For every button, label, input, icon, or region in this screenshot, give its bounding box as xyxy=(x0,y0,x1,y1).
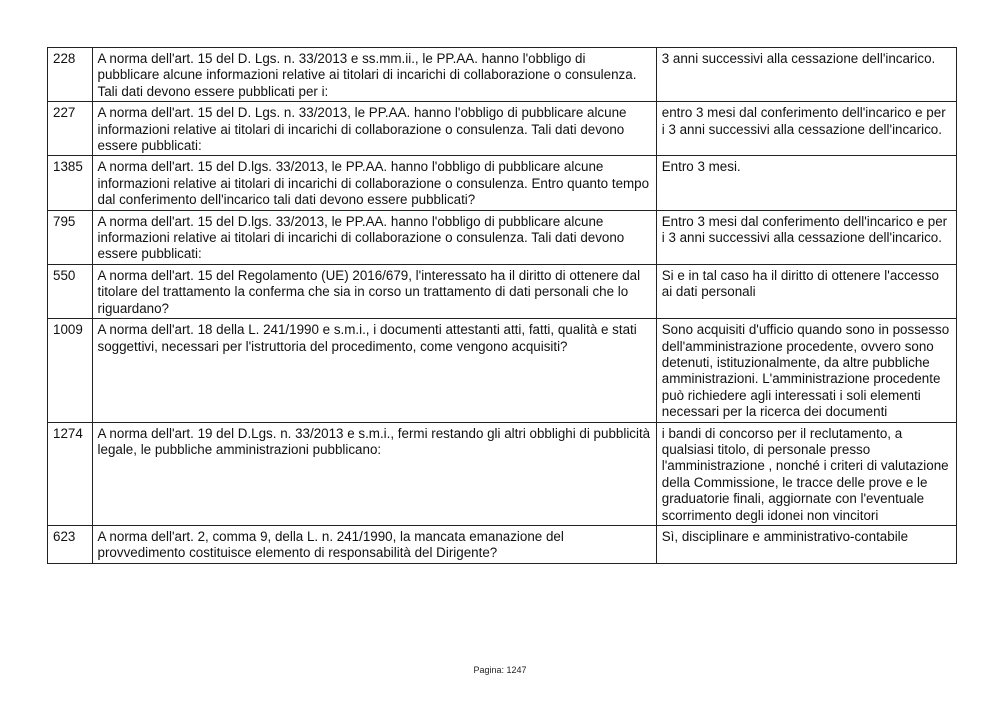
table-row xyxy=(48,48,957,102)
question-id: 1274 xyxy=(48,422,93,525)
question-id: 228 xyxy=(48,48,93,102)
answer-text: Entro 3 mesi. xyxy=(656,156,956,210)
question-text: A norma dell'art. 15 del D. Lgs. n. 33/2013 e ss.mm.ii., le PP.AA. hanno l'obbligo di pubblicare alcune informazioni relative ai titolari di incarichi di collaborazione o consulenza. Tali dati devono essere pubblicati per i: xyxy=(92,48,656,102)
table-row xyxy=(48,102,957,156)
question-text: A norma dell'art. 18 della L. 241/1990 e s.m.i., i documenti attestanti atti, fatti, qualità e stati soggettivi, necessari per l'istruttoria del procedimento, come vengono acquisiti? xyxy=(92,319,656,422)
question-id: 795 xyxy=(48,210,93,264)
questions-table xyxy=(47,47,957,564)
answer-text: i bandi di concorso per il reclutamento, a qualsiasi titolo, di personale presso l'amministrazione , nonché i criteri di valutazione della Commissione, le tracce delle prove e le graduatorie finali, aggiornate con l'eventuale scorrimento degli idonei non vincitori xyxy=(656,422,956,525)
question-text: A norma dell'art. 19 del D.Lgs. n. 33/2013 e s.m.i., fermi restando gli altri obblighi di pubblicità legale, le pubbliche amministrazioni pubblicano: xyxy=(92,422,656,525)
answer-text: Si e in tal caso ha il diritto di ottenere l'accesso ai dati personali xyxy=(656,264,956,318)
table-row xyxy=(48,156,957,210)
question-id: 227 xyxy=(48,102,93,156)
question-id: 623 xyxy=(48,525,93,563)
answer-text: 3 anni successivi alla cessazione dell'incarico. xyxy=(656,48,956,102)
table-row xyxy=(48,525,957,563)
table-row xyxy=(48,319,957,422)
table-row xyxy=(48,422,957,525)
table-row xyxy=(48,264,957,318)
answer-text: Entro 3 mesi dal conferimento dell'incarico e per i 3 anni successivi alla cessazione dell'incarico. xyxy=(656,210,956,264)
answer-text: Sono acquisiti d'ufficio quando sono in possesso dell'amministrazione procedente, ovvero sono detenuti, istituzionalmente, da altre pubbliche amministrazioni. L'amministrazione procedente può richiedere agli interessati i soli elementi necessari per la ricerca dei documenti xyxy=(656,319,956,422)
question-id: 1385 xyxy=(48,156,93,210)
page-number: Pagina: 1247 xyxy=(473,665,527,675)
answer-text: Sì, disciplinare e amministrativo-contabile xyxy=(656,525,956,563)
question-text: A norma dell'art. 15 del D. Lgs. n. 33/2013, le PP.AA. hanno l'obbligo di pubblicare alcune informazioni relative ai titolari di incarichi di collaborazione o consulenza. Tali dati devono essere pubblicati: xyxy=(92,102,656,156)
question-text: A norma dell'art. 15 del D.lgs. 33/2013, le PP.AA. hanno l'obbligo di pubblicare alcune informazioni relative ai titolari di incarichi di collaborazione o consulenza. Tali dati devono essere pubblicati: xyxy=(92,210,656,264)
question-id: 550 xyxy=(48,264,93,318)
question-text: A norma dell'art. 15 del Regolamento (UE) 2016/679, l'interessato ha il diritto di ottenere dal titolare del trattamento la conferma che sia in corso un trattamento di dati personali che lo riguardano? xyxy=(92,264,656,318)
question-text: A norma dell'art. 15 del D.lgs. 33/2013, le PP.AA. hanno l'obbligo di pubblicare alcune informazioni relative ai titolari di incarichi di collaborazione o consulenza. Entro quanto tempo dal conferimento dell'incarico tali dati devono essere pubblicati? xyxy=(92,156,656,210)
question-text: A norma dell'art. 2, comma 9, della L. n. 241/1990, la mancata emanazione del provvedimento costituisce elemento di responsabilità del Dirigente? xyxy=(92,525,656,563)
table-row xyxy=(48,210,957,264)
question-id: 1009 xyxy=(48,319,93,422)
answer-text: entro 3 mesi dal conferimento dell'incarico e per i 3 anni successivi alla cessazione dell'incarico. xyxy=(656,102,956,156)
